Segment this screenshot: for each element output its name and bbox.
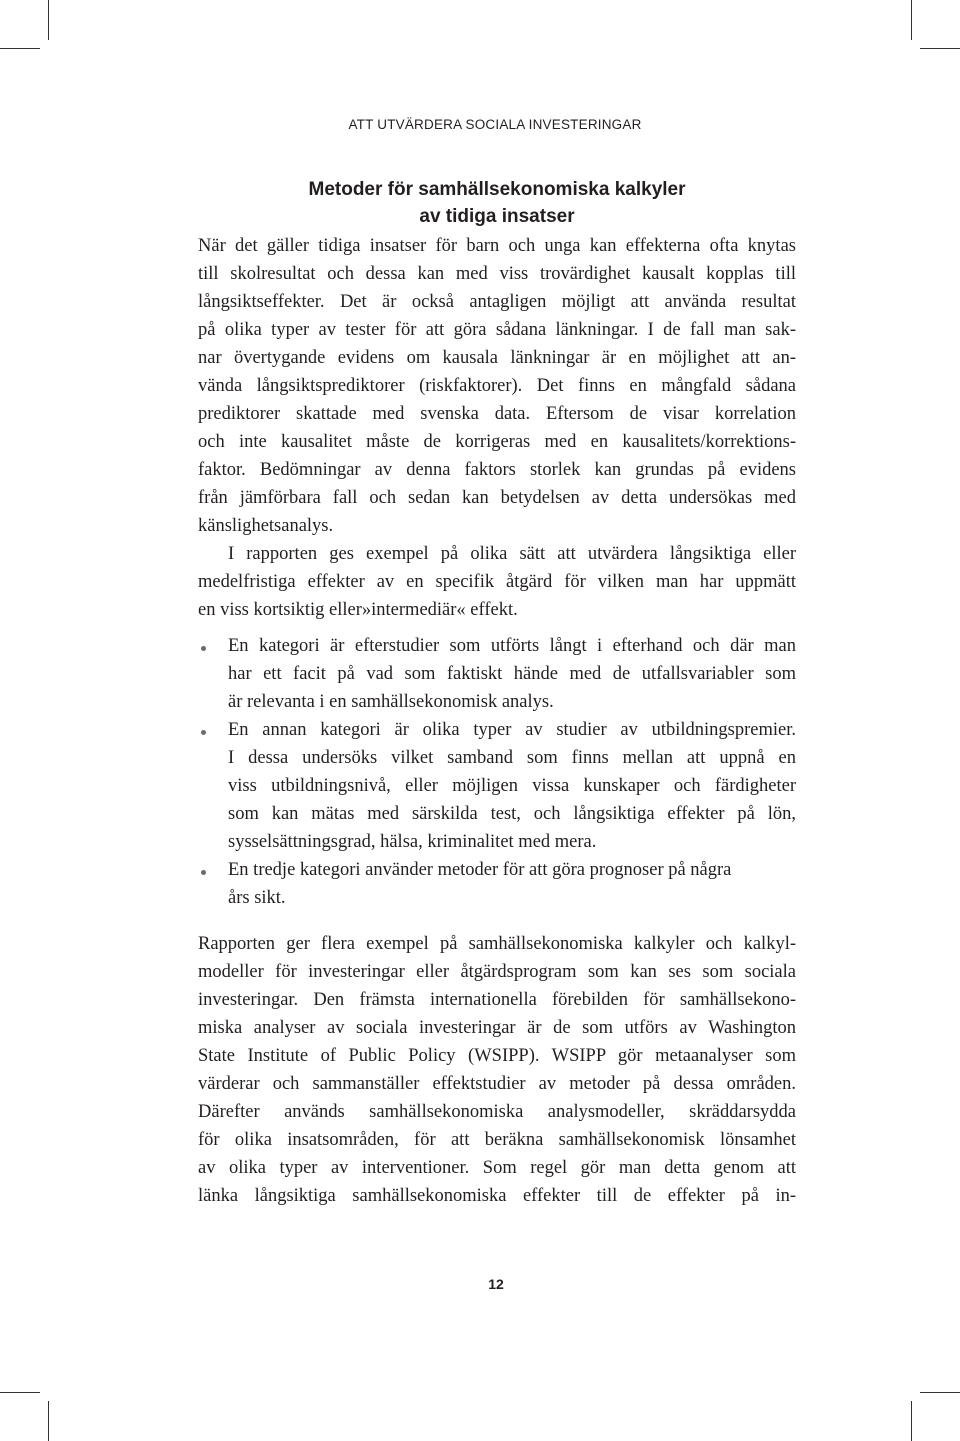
list-item-line: I dessa undersöks vilket samband som finns mellan att uppnå en — [228, 748, 796, 768]
crop-mark — [48, 1401, 49, 1441]
paragraph-line: till skolresultat och dessa kan med viss trovärdighet kausalt kopplas till — [198, 264, 796, 284]
paragraph-line: långsiktseffekter. Det är också antagligen möjligt att använda resultat — [198, 292, 796, 312]
paragraph-line: När det gäller tidiga insatser för barn och unga kan effekterna ofta knytas — [198, 236, 796, 256]
crop-mark — [920, 48, 960, 49]
list-item-line: En tredje kategori använder metoder för att göra prognoser på några — [228, 860, 732, 880]
bullet-icon — [201, 870, 206, 875]
paragraph-line: vända långsiktsprediktorer (riskfaktorer). Det finns en mångfald sådana — [198, 376, 796, 396]
crop-mark — [0, 1392, 40, 1393]
paragraph-line: nar övertygande evidens om kausala länkningar är en möjlighet att an- — [198, 348, 796, 368]
list-item-line: års sikt. — [228, 888, 286, 908]
paragraph-line: länka långsiktiga samhällsekonomiska effekter till de effekter på in- — [198, 1186, 796, 1206]
paragraph-line: Rapporten ger flera exempel på samhällsekonomiska kalkyler och kalkyl- — [198, 934, 796, 954]
crop-mark — [0, 48, 40, 49]
paragraph-line: faktor. Bedömningar av denna faktors storlek kan grundas på evidens — [198, 460, 796, 480]
crop-mark — [911, 0, 912, 40]
list-item-line: En annan kategori är olika typer av studier av utbildningspremier. — [228, 720, 796, 740]
paragraph-line: I rapporten ges exempel på olika sätt att utvärdera långsiktiga eller — [228, 544, 796, 564]
list-item-line: är relevanta i en samhällsekonomisk analys. — [228, 692, 554, 712]
bullet-icon — [201, 646, 206, 651]
paragraph-line: på olika typer av tester för att göra sådana länkningar. I de fall man sak- — [198, 320, 796, 340]
paragraph-line: värderar och sammanställer effektstudier av metoder på dessa områden. — [198, 1074, 796, 1094]
paragraph-line: modeller för investeringar eller åtgärdsprogram som kan ses som sociala — [198, 962, 796, 982]
paragraph-line: miska analyser av sociala investeringar är de som utförs av Washington — [198, 1018, 796, 1038]
paragraph-line: en viss kortsiktig eller»intermediär« effekt. — [198, 600, 518, 620]
paragraph-line: av olika typer av interventioner. Som regel gör man detta genom att — [198, 1158, 796, 1178]
running-head: ATT UTVÄRDERA SOCIALA INVESTERINGAR — [348, 117, 642, 132]
list-item-line: En kategori är efterstudier som utförts långt i efterhand och där man — [228, 636, 796, 656]
section-title-line: av tidiga insatser — [419, 206, 575, 227]
bullet-icon — [201, 730, 206, 735]
crop-mark — [48, 0, 49, 40]
section-title — [198, 176, 796, 230]
paragraph-line: från jämförbara fall och sedan kan betydelsen av detta undersökas med — [198, 488, 796, 508]
crop-mark — [911, 1401, 912, 1441]
paragraph-line: och inte kausalitet måste de korrigeras med en kausalitets/korrektions- — [198, 432, 796, 452]
page-number: 12 — [488, 1276, 504, 1292]
paragraph-line: för olika insatsområden, för att beräkna samhällsekonomisk lönsamhet — [198, 1130, 796, 1150]
section-title-line: Metoder för samhällsekonomiska kalkyler — [308, 179, 686, 200]
paragraph-line: investeringar. Den främsta internationella förebilden för samhällsekono- — [198, 990, 796, 1010]
crop-mark — [920, 1392, 960, 1393]
list-item-line: viss utbildningsnivå, eller möjligen vissa kunskaper och färdigheter — [228, 776, 796, 796]
list-item-line: som kan mätas med särskilda test, och långsiktiga effekter på lön, — [228, 804, 796, 824]
paragraph-line: prediktorer skattade med svenska data. Eftersom de visar korrelation — [198, 404, 796, 424]
paragraph-line: känslighetsanalys. — [198, 516, 334, 536]
paragraph-line: Därefter används samhällsekonomiska analysmodeller, skräddarsydda — [198, 1102, 796, 1122]
paragraph-line: medelfristiga effekter av en specifik åtgärd för vilken man har uppmätt — [198, 572, 796, 592]
paragraph-line: State Institute of Public Policy (WSIPP). WSIPP gör metaanalyser som — [198, 1046, 796, 1066]
list-item-line: sysselsättningsgrad, hälsa, kriminalitet med mera. — [228, 832, 597, 852]
list-item-line: har ett facit på vad som faktiskt hände med de utfallsvariabler som — [228, 664, 796, 684]
